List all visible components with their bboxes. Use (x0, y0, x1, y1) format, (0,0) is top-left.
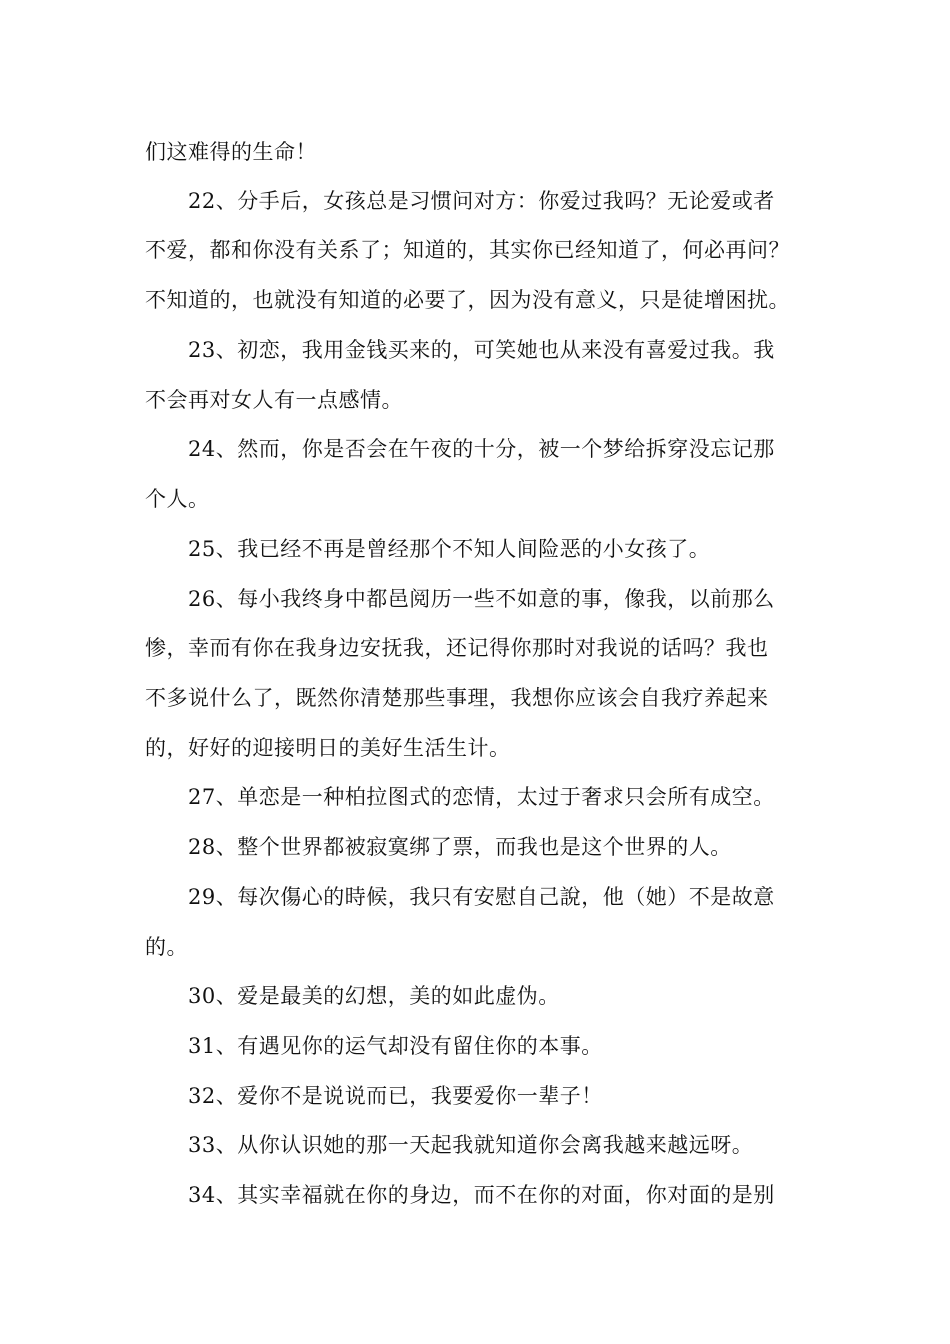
text-line: 30、爱是最美的幻想，美的如此虚伪。 (188, 984, 560, 1008)
text-line: 27、单恋是一种柏拉图式的恋情，太过于奢求只会所有成空。 (188, 785, 775, 809)
text-line: 29、每次傷心的時候，我只有安慰自己說，他（她）不是故意 (188, 885, 775, 909)
text-line: 的。 (145, 935, 188, 959)
text-line: 28、整个世界都被寂寞绑了票，而我也是这个世界的人。 (188, 835, 732, 859)
text-line: 个人。 (145, 487, 210, 511)
text-line: 不会再对女人有一点感情。 (145, 388, 403, 412)
text-line: 的，好好的迎接明日的美好生活生计。 (145, 736, 511, 760)
text-line: 们这难得的生命！ (145, 140, 317, 164)
text-line: 26、每小我终身中都邑阅历一些不如意的事，像我，以前那么 (188, 587, 775, 611)
text-line: 34、其实幸福就在你的身边，而不在你的对面，你对面的是别 (188, 1183, 775, 1207)
text-line: 24、然而，你是否会在午夜的十分，被一个梦给拆穿没忘记那 (188, 437, 775, 461)
text-line: 25、我已经不再是曾经那个不知人间险恶的小女孩了。 (188, 537, 711, 561)
text-line: 不多说什么了，既然你清楚那些事理，我想你应该会自我疗养起来 (145, 686, 769, 710)
text-line: 不爱，都和你没有关系了；知道的，其实你已经知道了，何必再问？ (145, 238, 790, 262)
text-line: 不知道的，也就没有知道的必要了，因为没有意义，只是徒增困扰。 (145, 288, 790, 312)
text-line: 23、初恋，我用金钱买来的，可笑她也从来没有喜爱过我。我 (188, 338, 775, 362)
text-line: 22、分手后，女孩总是习惯问对方：你爱过我吗？无论爱或者 (188, 189, 775, 213)
text-line: 32、爱你不是说说而已，我要爱你一辈子！ (188, 1084, 603, 1108)
text-line: 33、从你认识她的那一天起我就知道你会离我越来越远呀。 (188, 1133, 754, 1157)
text-line: 31、有遇见你的运气却没有留住你的本事。 (188, 1034, 603, 1058)
text-line: 惨，幸而有你在我身边安抚我，还记得你那时对我说的话吗？我也 (145, 636, 769, 660)
